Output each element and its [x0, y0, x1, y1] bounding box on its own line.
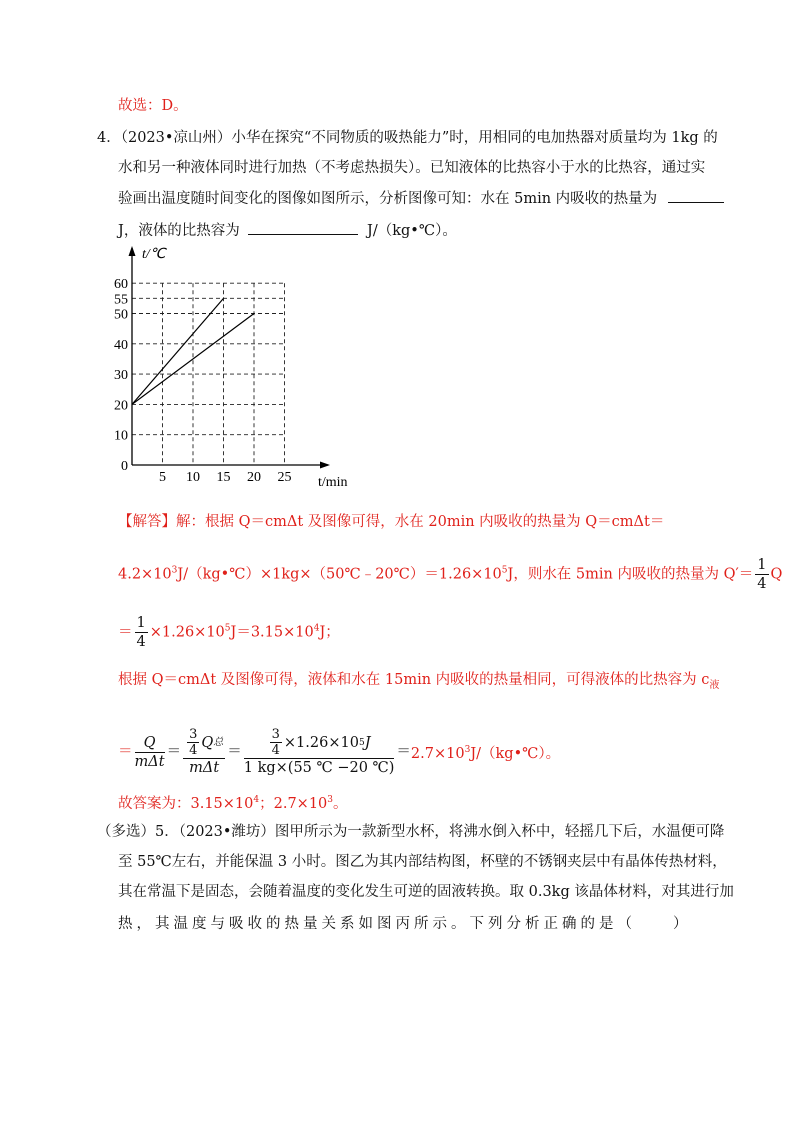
sol-l2-sup2: 5: [501, 565, 508, 576]
q4-line-3: [118, 188, 724, 209]
x-axis-label: t/min: [318, 475, 348, 490]
x-tick-label: 20: [247, 470, 261, 485]
temperature-time-chart: [110, 240, 360, 490]
formula-fraction-1: [135, 734, 165, 771]
formula-eq-2: ＝: [166, 744, 182, 760]
frac-num-2: 1: [136, 615, 146, 631]
f2-den: mΔt: [189, 760, 220, 776]
y-tick-label: 20: [114, 398, 128, 414]
solution-line-3: [118, 614, 340, 654]
q4-line-2: 水和另一种液体同时进行加热（不考虑热损失）。已知液体的比热容小于水的比热容，通过实: [118, 160, 706, 176]
x-axis-arrow: [320, 462, 330, 469]
x-tick-label: 10: [186, 470, 200, 485]
sol-l2-b: J/（kg•℃）×1kg×（50℃﹣20℃）＝1.26×10: [177, 566, 502, 583]
q4-line-1: 4．（2023•凉山州）小华在探究“不同物质的吸热能力”时，用相同的电加热器对质量均为 1kg 的: [97, 130, 718, 146]
f2-q: Q: [201, 734, 214, 751]
f3-inner-num: 3: [271, 727, 280, 742]
f3-inner-den: 4: [271, 743, 280, 758]
answer-blank-1[interactable]: [668, 188, 724, 203]
fraction-one-quarter-2: [135, 614, 148, 651]
chart-ticks: [114, 277, 292, 485]
result-b: J/（kg•℃）。: [470, 746, 561, 762]
answer-sup: 4: [253, 795, 260, 805]
f3-num-unit: J: [364, 734, 371, 751]
answer-sup2: 3: [327, 795, 334, 805]
sol-l2-end: Q: [770, 566, 783, 583]
x-tick-label: 15: [216, 470, 231, 485]
q5-line-3: 其在常温下是固态，会随着温度的变化发生可逆的固液转换。取 0.3kg 该晶体材料，对其进行加: [118, 884, 734, 900]
sol-l3-a: ×1.26×10: [149, 624, 225, 641]
solution-line-1-text: 解：根据 Q＝cmΔt 及图像可得，水在 20min 内吸收的热量为 Q＝cmΔt＝: [176, 514, 665, 530]
sol-l3-sup: 5: [224, 623, 231, 634]
solution-line-4: [118, 670, 719, 696]
f3-num: [244, 727, 395, 759]
final-answer: [118, 790, 348, 814]
q5-line-1: （多选）5．（2023•潍坊）图甲所示为一款新型水杯，将沸水倒入杯中，轻摇几下后，水温便可降: [97, 824, 725, 840]
result-a: 2.7×10: [410, 746, 465, 762]
q4-line-3-text: 验画出温度随时间变化的图像如图所示，分析图像可知：水在 5min 内吸收的热量为: [118, 191, 658, 207]
y-tick-label: 50: [114, 307, 128, 323]
sol-l4-sub: 液: [709, 679, 720, 691]
sol-l3-c: J；: [319, 624, 340, 641]
f2-num: [183, 727, 225, 759]
sol-l3-eq: ＝: [118, 624, 133, 641]
y-tick-label: 60: [114, 277, 128, 293]
f2-inner-frac: [187, 727, 199, 758]
f1-den: mΔt: [134, 753, 165, 770]
y-tick-label: 40: [114, 337, 128, 353]
answer-c: 。: [333, 796, 348, 812]
y-tick-label: 30: [114, 368, 128, 384]
sol-l2-sup: 3: [171, 565, 178, 576]
previous-answer: 故选：D。: [118, 98, 188, 114]
result-sup: 3: [464, 745, 471, 755]
solution-tag: 【解答】: [118, 514, 176, 530]
formula-eq-1: ＝: [118, 744, 133, 760]
formula-result: [411, 740, 560, 764]
frac-den-2: 4: [136, 634, 146, 650]
f3-num-sup: 5: [358, 737, 365, 748]
sol-l3-sup2: 4: [313, 623, 320, 634]
sol-l4-text: 根据 Q＝cmΔt 及图像可得，液体和水在 15min 内吸收的热量相同，可得液体的比热容为 c: [118, 672, 710, 688]
q4-line-4: [118, 220, 457, 241]
chart-grid: [132, 283, 285, 465]
x-tick-label: 5: [159, 470, 166, 485]
formula-fraction-3: [244, 727, 395, 777]
formula-fraction-2: [183, 727, 225, 777]
q4-line-4-text-b: J/（kg•℃）。: [367, 223, 457, 239]
solution-line-1: [118, 512, 664, 532]
y-tick-label: 10: [114, 428, 128, 444]
q4-line-4-text-a: J，液体的比热容为: [118, 223, 240, 239]
y-axis-label: t/℃: [142, 247, 166, 262]
sol-l2-a: 4.2×10: [118, 566, 172, 583]
f1-num: Q: [135, 734, 165, 753]
formula-line: [118, 722, 560, 782]
chart-axes: [129, 246, 348, 490]
q5-line-2: 至 55℃左右，并能保温 3 小时。图乙为其内部结构图，杯壁的不锈钢夹层中有晶体传热材料，: [118, 854, 727, 870]
solution-line-2: [118, 556, 782, 596]
frac-den: 4: [757, 576, 767, 592]
x-tick-label: 25: [277, 470, 292, 485]
f3-num-text: ×1.26×10: [283, 734, 359, 751]
sol-l3-b: J＝3.15×10: [230, 624, 314, 641]
answer-a: 故答案为：3.15×10: [118, 796, 254, 812]
f2-q-sub: 总: [213, 736, 224, 748]
origin-label: 0: [121, 459, 128, 474]
frac-num: 1: [757, 557, 767, 573]
formula-eq-4: ＝: [396, 744, 411, 760]
f2-inner-num: 3: [189, 727, 198, 742]
sol-l2-c: J，则水在 5min 内吸收的热量为 Q′＝: [507, 566, 754, 583]
answer-blank-2[interactable]: [248, 220, 358, 235]
answer-b: ；2.7×10: [259, 796, 328, 812]
f2-inner-den: 4: [189, 743, 198, 758]
fraction-one-quarter: [755, 556, 768, 593]
f3-inner-frac: [270, 727, 282, 758]
series-line-1: [132, 298, 224, 404]
y-axis-arrow: [129, 246, 136, 256]
y-tick-label: 55: [114, 292, 128, 308]
f3-den: 1 kg×(55 ℃ −20 ℃): [243, 760, 395, 776]
formula-eq-3: ＝: [227, 744, 242, 760]
q5-line-4: 热，其温度与吸收的热量关系如图丙所示。下列分析正确的是（ ）: [118, 916, 692, 932]
